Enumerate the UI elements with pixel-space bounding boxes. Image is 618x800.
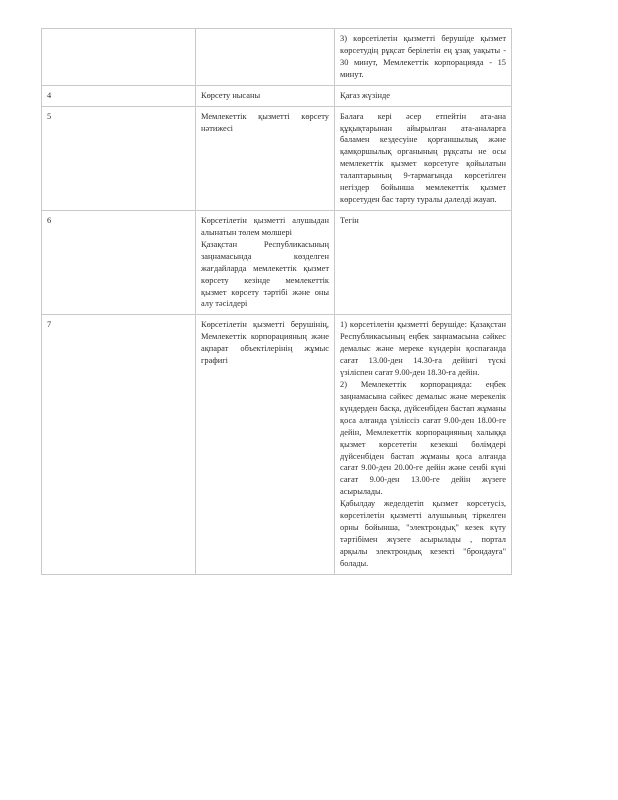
row-number-cell: 5 [42,106,196,210]
table-row [42,85,512,106]
row-name-cell: Көрсетілетін қызметті берушінің, Мемлекеттік корпорацияның және ақпарат объектілерінің жұмыс графигі [196,315,335,574]
value-paragraph: 3) көрсетілетін қызметті берушіде қызмет көрсетудің рұқсат берілетін ең ұзақ уақыты - 30 минут, Мемлекеттік корпорацияда - 15 минут. [340,34,506,79]
row-name-cell [196,210,335,314]
name-paragraph: Көрсетілетін қызметті алушыдан алынатын төлем мөлшері [201,215,329,237]
row-value-cell [335,210,512,314]
service-standard-table [41,28,512,575]
row-number-cell: 4 [42,85,196,106]
value-paragraph: 2) Мемлекеттік корпорацияда: еңбек заңнамасына сәйкес демалыс және мерекелік күндерден басқа, дүйсенбіден бастап жұманы қоса алғанда үзіліссіз сағат 9.00-ден 18.00-ге дейін, Мемлекеттік корпорацияның халыққа қызмет көрсететін кезекші бөлімдері дүйсенбіден бастап жұманы қоса алғанда сағат 9.00-ден 20.00-ге дейін және сенбі күні сағат 9.00-ден 13.00-ге дейін жүзеге асырылады. [340,379,506,497]
row-name-cell: Мемлекеттік қызметті көрсету нәтижесі [196,106,335,210]
value-paragraph: Қағаз жүзінде [340,90,390,100]
row-value-cell [335,106,512,210]
row-name-cell: Көрсету нысаны [196,85,335,106]
value-paragraph: Балаға кері әсер етпейтін ата-ана құқықтарынан айырылған ата-аналарға баламен кездесуіне қорғаншылық және қамқоршылық органының рұқсаты не осы мемлекеттік қызмет көрсетуге қойылатын талаптарының 9-тармағында көрсетілген негіздер бойынша мемлекеттік қызмет көрсетуден бас тарту туралы дәлелді жауап. [340,111,506,205]
value-paragraph: 1) көрсетілетін қызметті берушіде: Қазақстан Республикасының еңбек заңнамасына сәйкес демалыс және мереке күндерін қоспағанда сағат 13.00-ден 14.30-ға дейінгі түскі үзіліспен сағат 9.00-ден 18.30-ға дейін. [340,320,506,378]
table-row [42,106,512,210]
table-row [42,210,512,314]
value-paragraph: Қабылдау жеделдетіп қызмет көрсетусіз, көрсетілетін қызметті алушының тіркелген орны бойынша, "электрондық" кезек күту тәртібімен жүзеге асырылады , портал арқылы электрондық кезекті "брондауға" болады. [340,499,506,568]
table-row [42,29,512,86]
row-value-cell [335,29,512,86]
row-number-cell: 6 [42,210,196,314]
row-number-cell [42,29,196,86]
table-row [42,315,512,574]
row-number-cell: 7 [42,315,196,574]
value-paragraph: Тегін [340,215,359,225]
name-paragraph: Қазақстан Республикасының заңнамасында көзделген жағдайларда мемлекеттік қызмет көрсету кезінде мемлекеттік қызмет көрсету тәртібі және оны алу тәсілдері [201,239,329,309]
table-body [42,29,512,575]
row-value-cell [335,85,512,106]
row-value-cell [335,315,512,574]
row-name-cell [196,29,335,86]
